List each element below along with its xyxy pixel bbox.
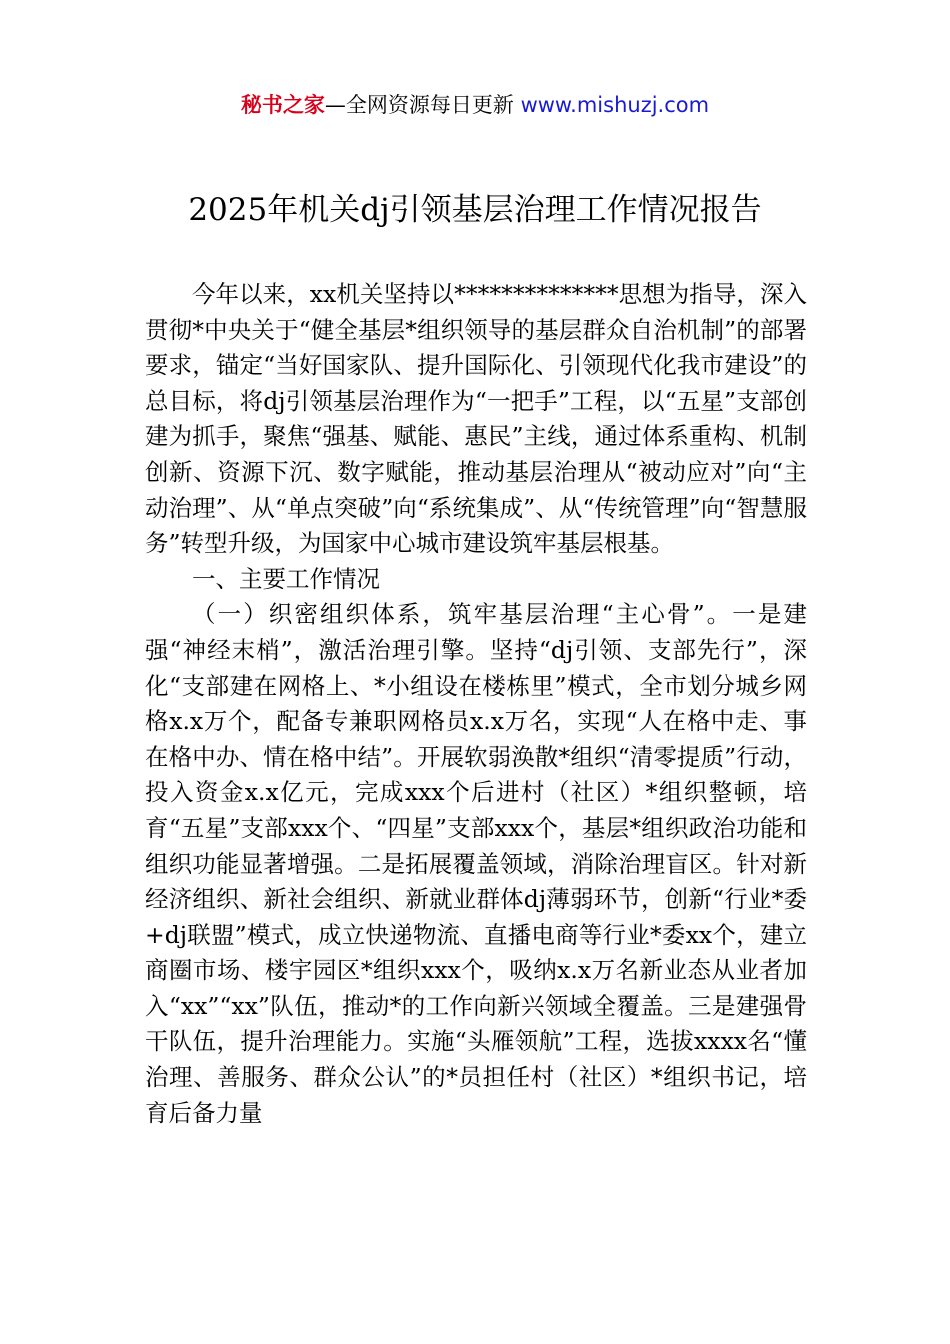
- body-paragraph: （一）织密组织体系，筑牢基层治理“主心骨”。一是建强“神经末梢”，激活治理引擎。坚持“dj引领、支部先行”，深化“支部建在网格上、*小组设在楼栋里”模式，全市划分城乡网格x.x万个，配备专兼职网格员x.x万名，实现“人在格中走、事在格中办、情在格中结”。开展软弱涣散*组织“清零提质”行动，投入资金x.x亿元，完成xxx个后进村（社区）*组织整顿，培育“五星”支部xxx个、“四星”支部xxx个，基层*组织政治功能和组织功能显著增强。二是拓展覆盖领域，消除治理盲区。针对新经济组织、新社会组织、新就业群体dj薄弱环节，创新“行业*委+dj联盟”模式，成立快递物流、直播电商等行业*委xx个，建立商圈市场、楼宇园区*组织xxx个，吸纳x.x万名新业态从业者加入“xx”“xx”队伍，推动*的工作向新兴领域全覆盖。三是建强骨干队伍，提升治理能力。实施“头雁领航”工程，选拔xxxx名“懂治理、善服务、群众公认”的*员担任村（社区）*组织书记，培育后备力量: [145, 600, 807, 1127]
- document-body: [145, 277, 807, 1131]
- site-url-link[interactable]: www.mishuzj.com: [520, 93, 710, 117]
- section-heading: 一、主要工作情况: [192, 564, 380, 593]
- header-tagline: —全网资源每日更新: [324, 93, 521, 117]
- intro-paragraph: 今年以来，xx机关坚持以**************思想为指导，深入贯彻*中央关于“健全基层*组织领导的基层群众自治机制”的部署要求，锚定“当好国家队、提升国际化、引领现代化我市建设”的总目标，将dj引领基层治理作为“一把手”工程，以“五星”支部创建为抓手，聚焦“强基、赋能、惠民”主线，通过体系重构、机制创新、资源下沉、数字赋能，推动基层治理从“被动应对”向“主动治理”、从“单点突破”向“系统集成”、从“传统管理”向“智慧服务”转型升级，为国家中心城市建设筑牢基层根基。: [145, 280, 807, 558]
- brand-name: 秘书之家: [240, 93, 325, 117]
- site-header: [0, 90, 950, 120]
- document-title: 2025年机关dj引领基层治理工作情况报告: [188, 192, 762, 228]
